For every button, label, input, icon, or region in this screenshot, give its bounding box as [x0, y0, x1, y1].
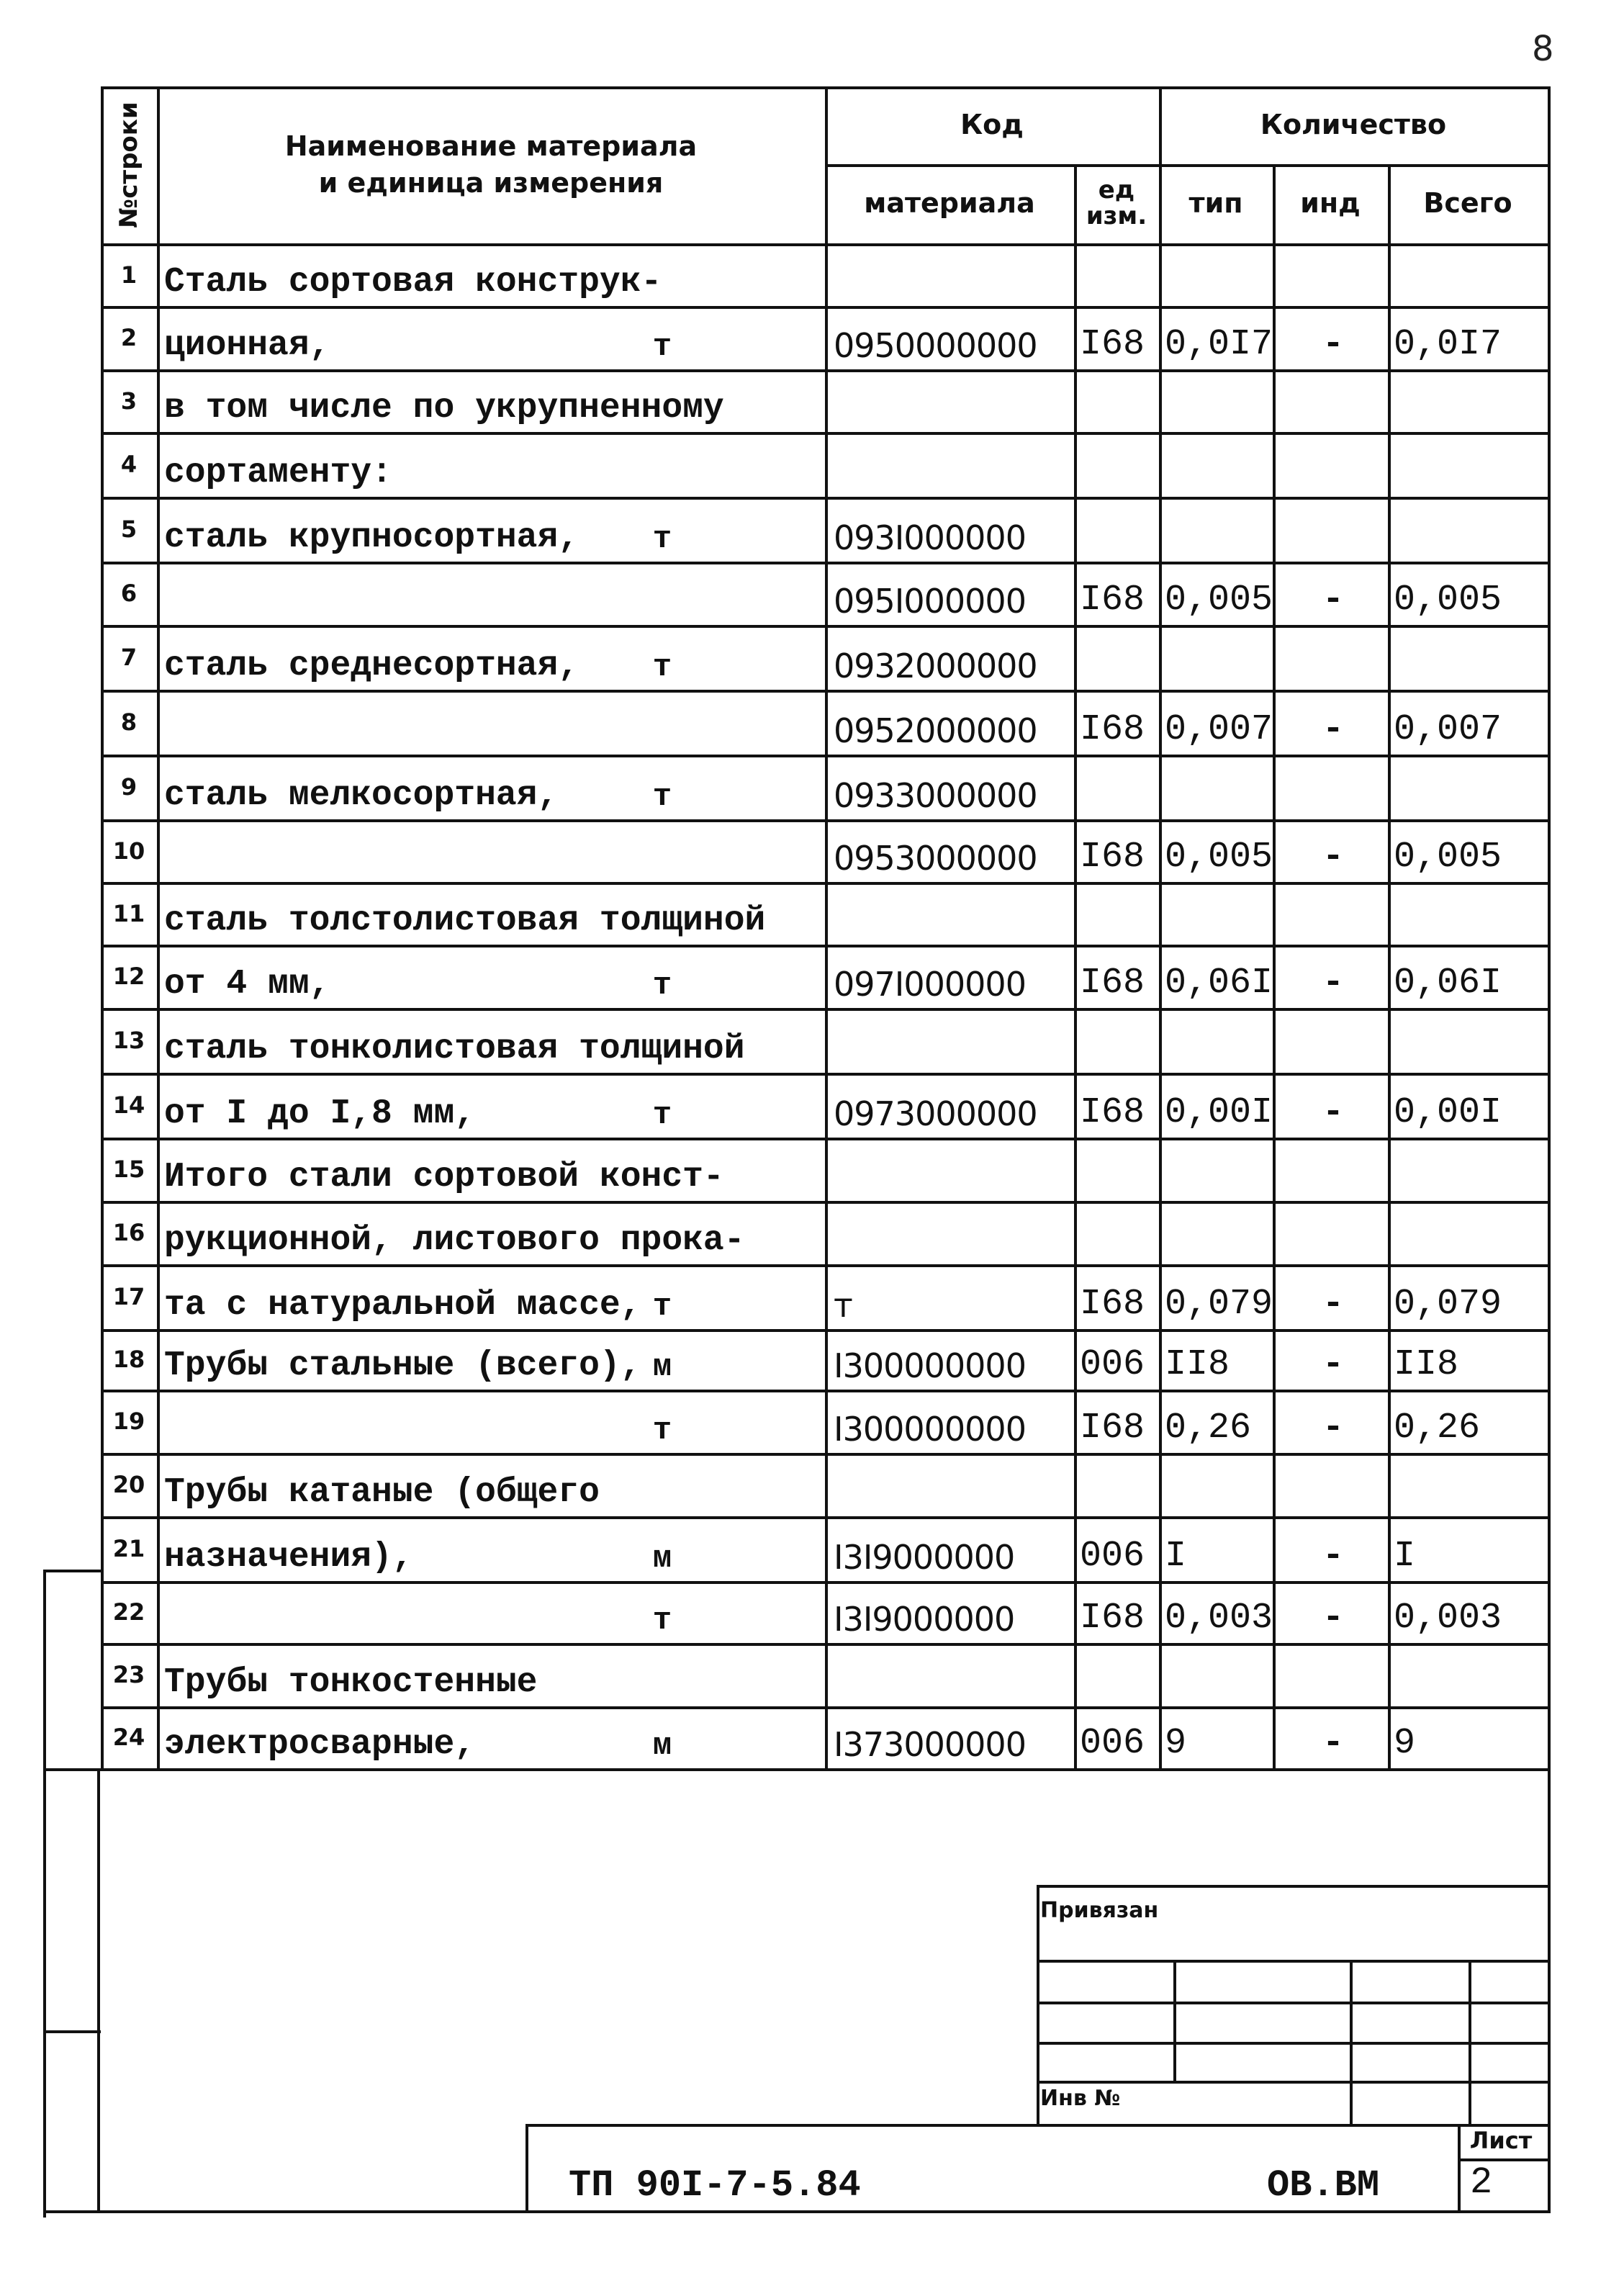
material-code: [825, 1201, 1074, 1264]
measure-unit: т: [652, 1603, 672, 1639]
material-code: I300000000: [834, 1346, 1026, 1385]
qty-type: [1159, 369, 1273, 432]
material-code: 0932000000: [834, 647, 1037, 685]
qty-ind: [1273, 1453, 1388, 1516]
material-name: сталь мелкосортная,: [164, 776, 559, 815]
qty-type: I: [1165, 1536, 1187, 1577]
unit-code: I68: [1080, 1598, 1145, 1639]
row-number: 18: [112, 1346, 145, 1373]
margin-line: [43, 1768, 101, 1771]
material-code: I373000000: [834, 1725, 1026, 1764]
qty-ind: [1273, 625, 1388, 690]
header-code-material: материала: [864, 187, 1035, 220]
material-name: [157, 1581, 633, 1643]
qty-type: [1159, 882, 1273, 945]
qty-ind: [1273, 497, 1388, 562]
material-name: Сталь сортовая конструк-: [164, 263, 662, 302]
unit-code: I68: [1080, 963, 1145, 1004]
qty-ind: -: [1322, 1408, 1344, 1449]
sheet-label: Лист: [1469, 2127, 1533, 2154]
title-block-sheet-line: [1458, 2124, 1461, 2213]
header-qty-type: тип: [1188, 187, 1243, 220]
qty-type: 0,06I: [1165, 963, 1273, 1004]
measure-unit: т: [652, 1413, 672, 1449]
qty-total: [1388, 1201, 1548, 1264]
unit-code: I68: [1080, 580, 1145, 621]
measure-unit: [633, 369, 691, 432]
qty-type: 0,005: [1165, 580, 1273, 621]
header-code: Код: [960, 109, 1024, 141]
row-number: 16: [112, 1219, 145, 1246]
row-number: 12: [112, 963, 145, 990]
row-number: 24: [112, 1724, 145, 1751]
qty-ind: -: [1322, 1536, 1344, 1577]
measure-unit: [633, 819, 691, 882]
unit-code: [1074, 1201, 1159, 1264]
qty-total: [1388, 755, 1548, 819]
material-code: 0953000000: [834, 839, 1037, 878]
row-number: 2: [120, 324, 137, 351]
material-code: [825, 432, 1074, 497]
title-block-sheet-line: [1458, 2158, 1548, 2161]
qty-type: [1159, 1201, 1273, 1264]
unit-code: I68: [1080, 1408, 1145, 1449]
unit-code: 006: [1080, 1344, 1145, 1385]
material-name: Трубы катаные (общего: [164, 1473, 600, 1512]
unit-code: 006: [1080, 1536, 1145, 1577]
document-mark: ОВ.ВМ: [1267, 2164, 1380, 2207]
qty-type: [1159, 625, 1273, 690]
qty-ind: [1273, 432, 1388, 497]
material-code: [825, 882, 1074, 945]
material-name: [157, 819, 633, 882]
measure-unit: т: [652, 521, 672, 557]
stamp-line: [1469, 1960, 1471, 2124]
material-code: [825, 1643, 1074, 1706]
unit-code: 006: [1080, 1723, 1145, 1764]
qty-total: 0,007: [1394, 709, 1502, 750]
qty-ind: -: [1322, 837, 1344, 878]
unit-code: [1074, 369, 1159, 432]
row-number: 20: [112, 1471, 145, 1498]
row-number-header: №строки: [114, 102, 143, 228]
material-code: 0973000000: [834, 1094, 1037, 1133]
measure-unit: [633, 562, 691, 625]
material-name: назначения),: [164, 1538, 413, 1577]
measure-unit: [633, 243, 691, 306]
qty-type: 0,26: [1165, 1408, 1252, 1449]
stamp-line: [1037, 1885, 1039, 2124]
measure-unit: [633, 1201, 691, 1264]
material-name: рукционной, листового прока-: [164, 1221, 745, 1260]
measure-unit: [633, 1453, 691, 1516]
unit-code: [1074, 497, 1159, 562]
title-block-left: [525, 2124, 528, 2213]
material-name: в том числе по укрупненному: [164, 389, 724, 428]
unit-code: [1074, 243, 1159, 306]
qty-ind: [1273, 369, 1388, 432]
qty-ind: -: [1322, 1723, 1344, 1764]
row-number: 14: [112, 1091, 145, 1119]
row-number: 6: [120, 580, 137, 607]
qty-ind: -: [1322, 709, 1344, 750]
measure-unit: м: [652, 1728, 672, 1764]
row-number: 7: [120, 644, 137, 671]
row-number: 21: [112, 1535, 145, 1562]
qty-ind: -: [1322, 1344, 1344, 1385]
unit-code: I68: [1080, 324, 1145, 365]
qty-total: 0,079: [1394, 1284, 1502, 1325]
material-code: 0933000000: [834, 776, 1037, 815]
qty-ind: [1273, 243, 1388, 306]
measure-unit: [633, 432, 691, 497]
title-block-top: [525, 2124, 1548, 2127]
material-name: [157, 1390, 633, 1453]
qty-total: 0,06I: [1394, 963, 1502, 1004]
measure-unit: [633, 1008, 691, 1073]
qty-total: 9: [1394, 1723, 1416, 1764]
qty-total: II8: [1394, 1344, 1459, 1385]
qty-ind: [1273, 755, 1388, 819]
measure-unit: т: [652, 649, 672, 685]
material-name: ционная,: [164, 326, 330, 365]
qty-ind: -: [1322, 1092, 1344, 1133]
material-name: [157, 562, 633, 625]
material-code: [825, 369, 1074, 432]
qty-type: [1159, 243, 1273, 306]
row-number: 10: [112, 837, 145, 865]
unit-code: I68: [1080, 837, 1145, 878]
qty-ind: -: [1322, 580, 1344, 621]
material-name: Итого стали сортовой конст-: [164, 1158, 724, 1197]
material-name: та с натуральной массе,: [164, 1286, 641, 1325]
frame-right-line: [1548, 1768, 1551, 2213]
row-number: 9: [120, 773, 137, 801]
qty-ind: -: [1322, 324, 1344, 365]
qty-total: 0,005: [1394, 580, 1502, 621]
qty-total: [1388, 497, 1548, 562]
measure-unit: [633, 1643, 691, 1706]
qty-ind: [1273, 882, 1388, 945]
margin-line: [43, 1570, 101, 1572]
material-code: [825, 1453, 1074, 1516]
qty-type: [1159, 1453, 1273, 1516]
unit-code: I68: [1080, 709, 1145, 750]
qty-type: II8: [1165, 1344, 1230, 1385]
material-name: электросварные,: [164, 1725, 476, 1764]
stamp-line: [1037, 1885, 1548, 1888]
row-number: 5: [120, 516, 137, 543]
material-name: Трубы стальные (всего),: [164, 1346, 641, 1385]
material-code: I3I9000000: [834, 1538, 1015, 1577]
qty-total: [1388, 882, 1548, 945]
qty-total: 0,00I: [1394, 1092, 1502, 1133]
qty-type: 0,005: [1165, 837, 1273, 878]
stamp-line: [1173, 1960, 1176, 2081]
material-name: [157, 690, 633, 755]
qty-total: [1388, 1008, 1548, 1073]
qty-type: [1159, 497, 1273, 562]
material-name: от 4 мм,: [164, 965, 330, 1004]
material-code: 0950000000: [834, 326, 1037, 365]
measure-unit: [633, 690, 691, 755]
qty-type: [1159, 432, 1273, 497]
measure-unit: м: [652, 1349, 672, 1385]
unit-code: [1074, 755, 1159, 819]
qty-type: [1159, 1643, 1273, 1706]
material-code: 095I000000: [834, 582, 1026, 621]
qty-ind: -: [1322, 963, 1344, 1004]
row-number: 23: [112, 1661, 145, 1688]
qty-total: [1388, 1453, 1548, 1516]
qty-ind: [1273, 1201, 1388, 1264]
qty-type: 9: [1165, 1723, 1187, 1764]
material-code: [825, 1138, 1074, 1201]
measure-unit: т: [652, 1097, 672, 1133]
qty-ind: -: [1322, 1284, 1344, 1325]
material-name: сталь крупносортная,: [164, 518, 579, 557]
measure-unit: т: [652, 968, 672, 1004]
header-qty-ind: инд: [1300, 187, 1361, 220]
header-quantity: Количество: [1260, 109, 1447, 141]
qty-total: 0,003: [1394, 1598, 1502, 1639]
row-number: 22: [112, 1598, 145, 1626]
row-number: 3: [120, 387, 137, 415]
qty-type: 0,00I: [1165, 1092, 1273, 1133]
qty-total: [1388, 432, 1548, 497]
unit-code: [1074, 1138, 1159, 1201]
qty-total: [1388, 243, 1548, 306]
row-number: 17: [112, 1283, 145, 1310]
row-number: 19: [112, 1408, 145, 1435]
qty-type: 0,079: [1165, 1284, 1273, 1325]
qty-total: [1388, 1643, 1548, 1706]
qty-ind: -: [1322, 1598, 1344, 1639]
material-code: 0952000000: [834, 711, 1037, 750]
material-code: т: [834, 1286, 852, 1325]
material-name: сортаменту:: [164, 454, 392, 492]
material-code: I3I9000000: [834, 1600, 1015, 1639]
unit-code: I68: [1080, 1092, 1145, 1133]
qty-total: 0,0I7: [1394, 324, 1502, 365]
header-qty-total: Всего: [1423, 187, 1512, 220]
material-code: [825, 1008, 1074, 1073]
unit-code: [1074, 1643, 1159, 1706]
measure-unit: м: [652, 1541, 672, 1577]
measure-unit: [633, 882, 691, 945]
measure-unit: [633, 1138, 691, 1201]
sheet-number: 2: [1470, 2161, 1493, 2204]
qty-total: 0,26: [1394, 1408, 1481, 1449]
qty-type: [1159, 1138, 1273, 1201]
qty-ind: [1273, 1138, 1388, 1201]
margin-line: [43, 2030, 101, 2033]
header-sub-line: [825, 164, 1548, 167]
unit-code: I68: [1080, 1284, 1145, 1325]
row-number: 8: [120, 708, 137, 736]
unit-code: [1074, 882, 1159, 945]
qty-type: [1159, 755, 1273, 819]
material-name: сталь толстолистовая толщиной: [164, 901, 766, 940]
measure-unit: т: [652, 779, 672, 815]
frame-left-line: [97, 1768, 100, 2210]
qty-total: [1388, 369, 1548, 432]
unit-code: [1074, 625, 1159, 690]
row-number: 4: [120, 451, 137, 478]
row-number: 1: [120, 261, 137, 289]
qty-total: I: [1394, 1536, 1416, 1577]
material-name: Трубы тонкостенные: [164, 1663, 538, 1702]
qty-total: 0,005: [1394, 837, 1502, 878]
qty-type: [1159, 1008, 1273, 1073]
material-code: I300000000: [834, 1410, 1026, 1449]
material-code: 097I000000: [834, 965, 1026, 1004]
row-number: 15: [112, 1156, 145, 1183]
table-bottom-border: [101, 1768, 1551, 1771]
row-number: 11: [112, 899, 145, 927]
material-code: [825, 243, 1074, 306]
page-number: 8: [1532, 29, 1554, 69]
qty-total: [1388, 1138, 1548, 1201]
qty-type: 0,007: [1165, 709, 1273, 750]
stamp-attached: Привязан: [1040, 1897, 1159, 1923]
unit-code: [1074, 1008, 1159, 1073]
qty-type: 0,003: [1165, 1598, 1273, 1639]
stamp-inventory-number: Инв №: [1040, 2085, 1121, 2111]
material-name: сталь тонколистовая толщиной: [164, 1030, 745, 1068]
qty-ind: [1273, 1643, 1388, 1706]
header-code-unit: ед изм.: [1086, 176, 1147, 230]
header-name: Наименование материала и единица измерения: [284, 130, 698, 199]
margin-left-line: [43, 1570, 46, 2218]
qty-total: [1388, 625, 1548, 690]
unit-code: [1074, 432, 1159, 497]
stamp-line: [1350, 1960, 1353, 2124]
qty-ind: [1273, 1008, 1388, 1073]
measure-unit: т: [652, 1289, 672, 1325]
unit-code: [1074, 1453, 1159, 1516]
frame-bottom-line: [43, 2210, 1548, 2213]
material-code: 093I000000: [834, 518, 1026, 557]
measure-unit: т: [652, 329, 672, 365]
row-number: 13: [112, 1027, 145, 1054]
material-name: сталь среднесортная,: [164, 647, 579, 685]
material-name: от I до I,8 мм,: [164, 1094, 476, 1133]
document-code: ТП 90I-7-5.84: [569, 2164, 861, 2207]
qty-type: 0,0I7: [1165, 324, 1273, 365]
